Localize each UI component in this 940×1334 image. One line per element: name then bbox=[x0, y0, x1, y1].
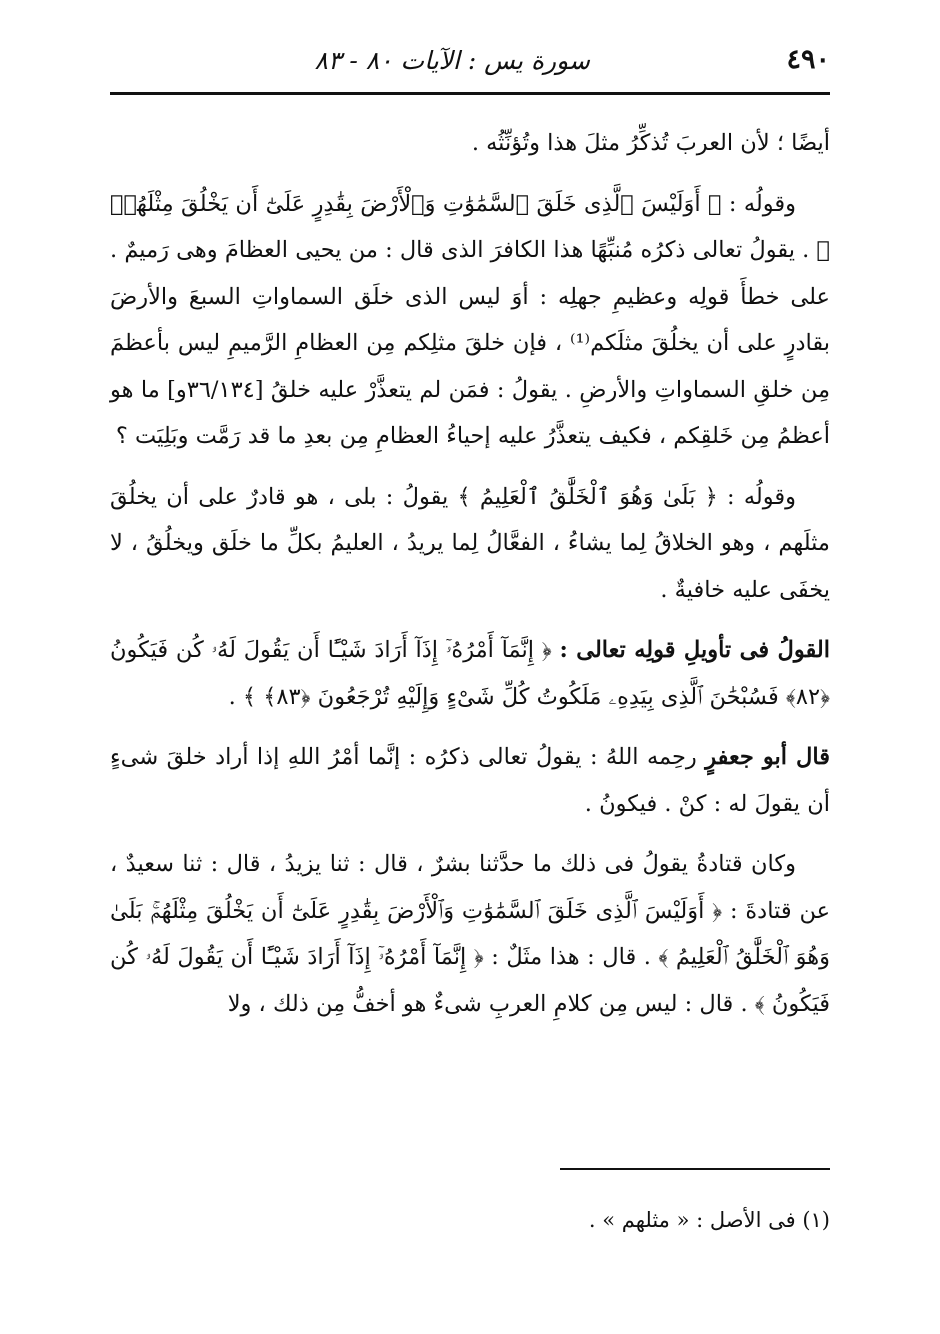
paragraph-text: أيضًا ؛ لأن العربَ تُذكِّرُ مثلَ هذا وتُؤنِّثُه . bbox=[471, 130, 830, 156]
paragraph-2 bbox=[110, 181, 830, 460]
paragraph-3 bbox=[110, 474, 830, 614]
paragraph-text: ﴿ إِنَّمَآ أَمْرُهُۥٓ إِذَآ أَرَادَ شَيْـًٔا أَن يَقُولَ لَهُۥ كُن فَيَكُونُ ﴿٨٢﴾ فَسُبْحَٰنَ ٱلَّذِى بِيَدِهِۦ مَلَكُوتُ كُلِّ شَىْءٍ وَإِلَيْهِ تُرْجَعُونَ ﴿٨٣﴾ ﴾ . bbox=[110, 637, 830, 710]
paragraph-4 bbox=[110, 627, 830, 720]
speaker-name: قال أبو جعفرٍ bbox=[705, 744, 830, 770]
running-title: سورة يس : الآيات ٨٠ - ٨٣ bbox=[314, 46, 590, 75]
header-rule bbox=[110, 92, 830, 95]
paragraph-5 bbox=[110, 734, 830, 827]
paragraph-text: وقولُه : ﴿ أَوَلَيْسَ ٱلَّذِى خَلَقَ ٱلسَّمَٰوَٰتِ وَٱلْأَرْضَ بِقَٰدِرٍ عَلَىٰٓ أَن يَخْلُقَ مِثْلَهُمۚ ﴾ . يقولُ تعالى ذكرُه مُنبِّهًا هذا الكافرَ الذى قال : من يحيى العظامَ وهى رَميمٌ . على خطأَ قولِه وعظيمِ جهلِه : أوَ ليس الذى خلَق السماواتِ السبعَ والأرضَ بقادرٍ على أن يخلُقَ مثلَكم⁽¹⁾ ، فإن خلقَ مثلِكم مِن العظامِ الرَّميمِ ليس بأعظمَ مِن خلقِ السماواتِ والأرضِ . يقولُ : فمَن لم يتعذَّرْ عليه خلقُ [٣٦/١٣٤و] ما هو أعظمُ مِن خَلقِكم ، فكيف يتعذَّرُ عليه إحياءُ العظامِ مِن بعدِ ما قد رَمَّت وبَلِيَت ؟ bbox=[110, 190, 830, 449]
page-number: ٤٩٠ bbox=[786, 44, 830, 75]
paragraph-text: وكان قتادةُ يقولُ فى ذلك ما حدَّثنا بشرٌ ، قال : ثنا يزيدُ ، قال : ثنا سعيدٌ ، عن قتادةَ : ﴿ أَوَلَيْسَ ٱلَّذِى خَلَقَ ٱلسَّمَٰوَٰتِ وَٱلْأَرْضَ بِقَٰدِرٍ عَلَىٰٓ أَن يَخْلُقَ مِثْلَهُمۚ بَلَىٰ وَهُوَ ٱلْخَلَّٰقُ ٱلْعَلِيمُ ﴾ . قال : هذا مثَلٌ : ﴿ إِنَّمَآ أَمْرُهُۥٓ إِذَآ أَرَادَ شَيْـًٔا أَن يَقُولَ لَهُۥ كُن فَيَكُونُ ﴾ . قال : ليس مِن كلامِ العربِ شىءٌ هو أخفُّ مِن ذلك ، ولا bbox=[110, 851, 830, 1017]
section-heading: القولُ فى تأويلِ قولِه تعالى : bbox=[559, 637, 830, 663]
page-header bbox=[110, 38, 830, 86]
footnote bbox=[110, 1204, 830, 1236]
paragraph-text: وقولُه : ﴿ بَلَىٰ وَهُوَ ٱلْخَلَّٰقُ ٱلْعَلِيمُ ﴾ يقولُ : بلى ، هو قادرٌ على أن يخلُقَ مثلَهم ، وهو الخلاقُ لِما يشاءُ ، الفعَّالُ لِما يريدُ ، العليمُ بكلِّ ما خلَق ويخلُقُ ، لا يخفَى عليه خافيةٌ . bbox=[110, 483, 830, 603]
footnote-text: (١) فى الأصل : « مثلهم » . bbox=[588, 1208, 830, 1232]
body-text bbox=[110, 120, 830, 1041]
paragraph-6 bbox=[110, 841, 830, 1027]
footnote-rule bbox=[560, 1168, 830, 1170]
paragraph-1 bbox=[110, 120, 830, 167]
paragraph-text: رحِمه اللهُ : يقولُ تعالى ذكرُه : إنَّما أمْرُ اللهِ إذا أراد خلقَ شىءٍ أن يقولَ له : كنْ . فيكونُ . bbox=[110, 744, 830, 817]
